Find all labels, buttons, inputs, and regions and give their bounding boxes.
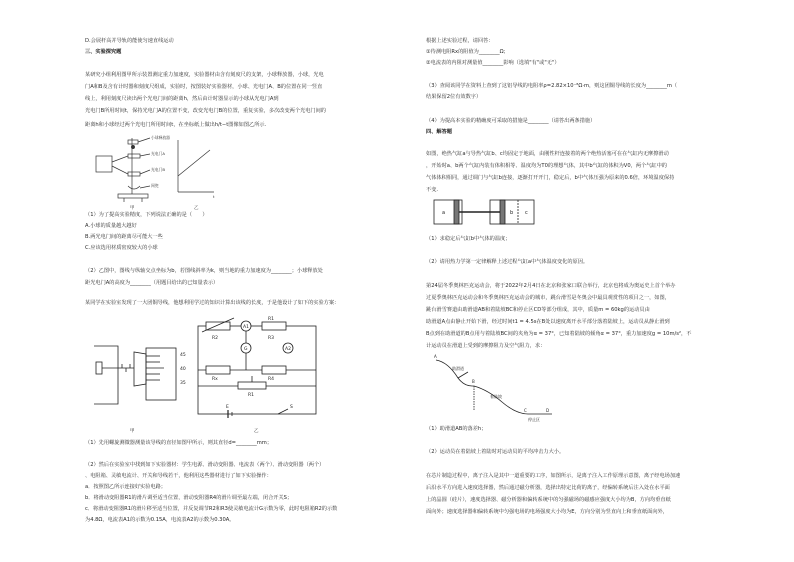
label-fig-jia: 甲 — [130, 429, 135, 434]
question-2: 距光电门A的高度为________（用题目给出的已知量表示） — [85, 280, 219, 286]
problem-text: 后沿水平方向进入速度选择器，然后通过磁分析器，选择出特定比荷的离子，经偏转系统后注入处在水平面 — [426, 485, 670, 491]
problem-text: 某研究小组利用图甲所示装置测定重力加速度，实验器材由含有刻度尺的支架，小球释放器，小球，光电 — [85, 72, 324, 78]
scale-45: 45 — [180, 353, 186, 358]
question-4: （2）然后在实验室中找到如下实验器材：学生电源、滑动变阻器、电流表（两个）、滑动变阻器（两个） — [85, 462, 325, 468]
problem-text: 光电门B所用时间t，保持光电门A的位置不变，改变光电门B的位置，重复实验，多次改变两个光电门间的 — [85, 108, 326, 114]
question-4: b．将滑动变阻器R1的滑片调至适当位置，滑动变阻器R4的滑片调至最左端，闭合开关S； — [85, 495, 293, 501]
label-net: 网兜 — [151, 183, 159, 188]
label-point-b: B — [472, 379, 475, 384]
label-r1-bottom: R1 — [248, 393, 254, 398]
problem-text: 计运动员在滑道上受到的摩擦阻力及空气阻力，求： — [426, 343, 546, 349]
question-4: 为4.8Ω，电流表A1的示数为0.15A，电流表A2的示数为0.30A。 — [85, 517, 235, 523]
label-r1: R1 — [268, 317, 274, 322]
question-3: （1）先用螺旋测微器测量该导线的直径如图甲所示，则其直径d=________mm； — [85, 440, 273, 446]
figure-micrometer-circuit — [88, 312, 328, 434]
label-r4: R4 — [268, 377, 274, 382]
problem-text: 如图，绝热气缸a与导热气缸b、c均固定于地面，由刚性杆连接着的两个绝热活塞可在在气缸内无摩擦滑动 — [426, 151, 669, 157]
question-4: c．将滑动变阻器R1的滑片移至适当位置，并反复调节R2和R3使灵敏电流计G示数为零，此时电阻箱R2的示数 — [85, 506, 338, 512]
label-point-d: D — [546, 408, 550, 413]
problem-text: 气体体积相同，通过调门与气缸b连接，逐渐打开开门，稳定后，b中气体压强为原来的0.6倍，环境温度保持 — [426, 175, 675, 181]
answer-line: ①待测电阻Rx的阻值为________Ω； — [426, 49, 509, 55]
figure-ski-jump — [428, 350, 558, 422]
label-axis-t: t — [213, 194, 215, 199]
label-b: b — [510, 210, 514, 216]
label-gate-b: 光电门B — [151, 167, 165, 172]
label-releaser: 小球释放器 — [151, 135, 170, 140]
problem-text: B点到在助滑道的B点用与着陆坡BC间的夹角为α = 37°，已知着陆坡的倾角α = 37°，重力加速度g = 10m/s²，不 — [426, 331, 692, 337]
label-fig-jia: 甲 — [130, 206, 135, 210]
problem-text: 上的晶圆（硅片），速度选择器、磁分析器和偏转系统中的匀强磁场的磁感应强度大小均为B，方向均垂直纸 — [426, 497, 671, 503]
scale-40: 40 — [180, 367, 186, 372]
question-8: （2）运动员在着陆坡上着陆时对运动员的平均冲击力大小。 — [426, 449, 565, 455]
section-3-heading: 三、实验探究题 — [85, 49, 122, 55]
problem-text: 第24届冬季奥林匹克运动会，将于2022年2月4日在北京和张家口联合举行，北京也将成为奥运史上首个举办 — [426, 283, 676, 289]
problem-text: 过夏季奥林匹克运动会和冬季奥林匹克运动会的城市，跳台滑雪是冬奥会中最具观赏性的项目之一，如图， — [426, 295, 670, 301]
label-a1: A1 — [243, 325, 249, 330]
scale-35: 35 — [180, 381, 186, 386]
question-4: 、电阻箱、灵敏电流计、开关和导线若干，他利用这些器材进行了如下实验操作： — [85, 473, 272, 479]
question-3-right: 结果保留2位有效数字） — [426, 94, 482, 100]
label-point-c: C — [524, 408, 527, 413]
problem-text: 助滑道A点由静止开始下滑，经过时间t1 = 4.5s在B处以速度离开水平部分落着陆坡上，运动员从静止滑到 — [426, 319, 670, 325]
label-stop-zone: 停止区 — [528, 417, 540, 422]
question-3-right: （3）查阅该同学在资料上查到了这铝导线的电阻率ρ=2.82×10⁻⁸Ω·m，则这团铜导线的长度为________m（ — [426, 83, 678, 89]
label-gate-a: 光电门A — [151, 151, 165, 156]
option-d: D.会展杆高并导轨的能使匀速直线运动 — [85, 38, 174, 44]
question-4-right: （4）为提高本实验的精确度可采取的措施是________（请答出两条措施） — [426, 118, 596, 124]
figure-apparatus — [88, 132, 218, 210]
label-e: E — [226, 405, 229, 410]
question-1: （1）为了提高实验精度，下列说法正确的是（ ） — [85, 212, 208, 218]
label-fig-yi: 乙 — [254, 429, 259, 434]
problem-text: 面向外；速度选择器和偏转系统中匀强电场的电场强度大小均为E，方向分别为竖直向上和垂直纸面向外， — [426, 509, 668, 515]
option-b: B.两光电门间的距离尽可能大一些 — [85, 234, 163, 240]
label-s: S — [290, 405, 293, 410]
label-c: c — [525, 210, 528, 216]
question-4: a．按照图乙所示连接好实验电路； — [85, 484, 166, 490]
problem-text: 不变. — [426, 187, 439, 193]
question-2: （2）乙图中，图线与纵轴交点坐标为b，若图线斜率为k，则当地的重力加速度为________；小球释放处 — [85, 268, 323, 274]
question-7: （1）助滑道AB的落差h； — [426, 426, 487, 432]
problem-text: 门A和B及含有计时器和刻度尺组成，实验时，按图装好实验器材，小球、光电门A、B的位置在同一竖直 — [85, 84, 323, 90]
label-fig-yi: 乙 — [194, 206, 199, 210]
label-g: G — [244, 347, 248, 352]
label-point-a: A — [434, 354, 437, 359]
option-c: C.应该选用材质密度较大的小球 — [85, 245, 158, 251]
label-landing-slope: 着陆坡 — [490, 394, 502, 399]
question-5: （1）求稳定后气缸b中气体的温度； — [426, 236, 511, 242]
problem-text: 距离h和小球经过两个光电门所用时间t，在坐标纸上做出h/t−t图像如图乙所示. — [85, 122, 267, 128]
label-inrun: 助滑道 — [452, 366, 464, 371]
label-r3: R3 — [268, 336, 274, 341]
section-4-heading: 四、解答题 — [426, 129, 452, 135]
problem-text: 线上，利用刻度尺读出两个光电门间的距离h，然后由计时器显示的小球从光电门A到 — [85, 96, 279, 102]
problem-text: 某同学在实验室发现了一大团铜导线，他想利用学过的知识计算出该线的长度，于是他设计了如下的实验方案： — [85, 300, 340, 306]
problem-text: 跳台滑雪赛道由助滑道AB和着陆坡BC和停止区CD等部分组成，其中，质量m = 60kg的运动员由 — [426, 307, 650, 313]
option-a: A.小球的质量越大越好 — [85, 223, 137, 229]
problem-text: 根据上述实验过程，请回答： — [426, 38, 494, 44]
label-rx: Rx — [212, 377, 218, 382]
problem-text: ，开始时a、b两个气缸内装有体积相等、温度均为T0的理想气体，其中b气缸的体积为V0，两个气缸中的 — [426, 163, 667, 169]
label-r2: R2 — [212, 336, 218, 341]
answer-line: ②电流表的内阻对测量值________影响（选填"有"或"无"） — [426, 60, 560, 66]
label-a: a — [442, 210, 446, 216]
figure-cylinders — [432, 196, 542, 230]
problem-text: 在芯片制造过程中，离子注入是其中一道重要的工序，如图所示，是离子注入工作原理示意图，离子经电场加速 — [426, 473, 681, 479]
label-a2: A2 — [285, 347, 291, 352]
question-6: （2）请用热力学第一定律解释上述过程气缸a中气体温度变化的原因。 — [426, 259, 589, 265]
